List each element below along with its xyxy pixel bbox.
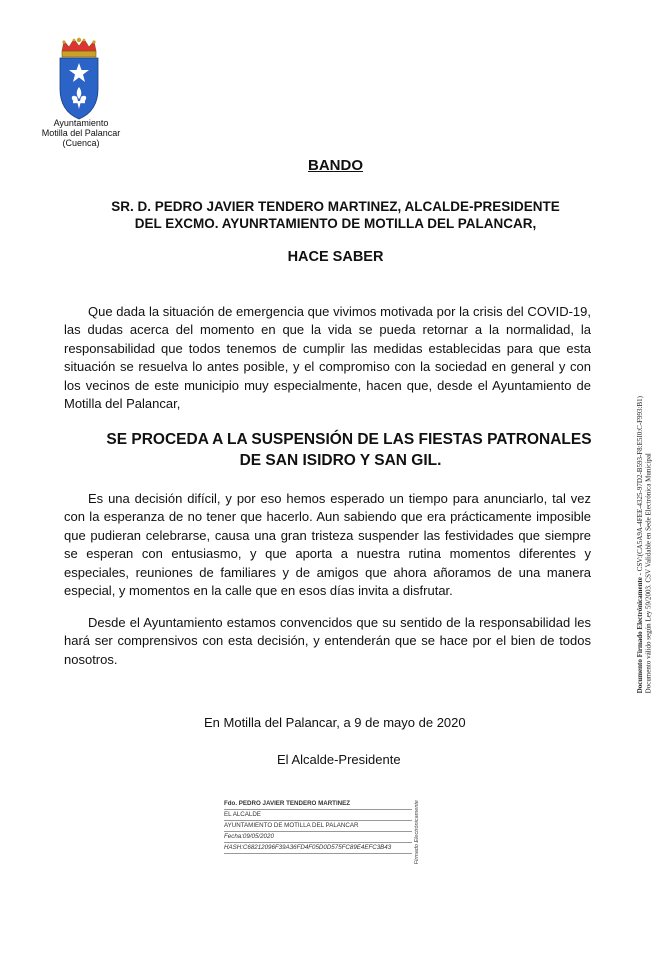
signature-signed-by: Fdo. PEDRO JAVIER TENDERO MARTINEZ xyxy=(224,799,412,810)
paragraph-text: Que dada la situación de emergencia que vivimos motivada por la crisis del COVID-19, las dudas acerca del momento en que la vida se pueda retornar a la normalidad, la responsabilidad que todos tenemos de cumplir las medidas establecidas para que esta situación se resuelva lo antes posible, y el compromiso con la sociedad en general y con los vecinos de este municipio muy especialmente, hacen que, desde el Ayuntamiento de Motilla del Palancar, xyxy=(64,304,591,412)
signature-role: EL ALCALDE xyxy=(224,810,412,821)
verification-code: - CSV:(CA5A9A-4FEE-4325-97D2-B593-F8:E5I0:C-F993:B1) xyxy=(636,396,644,578)
municipality-line: Ayuntamiento xyxy=(53,118,109,128)
hace-saber-heading: HACE SABER xyxy=(287,249,384,265)
municipality-line: (Cuenca) xyxy=(62,138,100,148)
paragraph-intro xyxy=(64,303,591,413)
paragraph-text: Desde el Ayuntamiento estamos convencidos que su sentido de la responsabilidad les hará ser comprensivos con esta decisión, y entenderán que se hace por el bien de todos nosotros. xyxy=(64,615,591,667)
mayor-heading-line: DEL EXCMO. AYUNRTAMIENTO DE MOTILLA DEL PALANCAR, xyxy=(134,216,537,231)
municipality-name xyxy=(22,118,140,148)
signer-title: El Alcalde-Presidente xyxy=(277,752,401,767)
municipality-line: Motilla del Palancar xyxy=(41,128,121,138)
signature-side-text: Firmado Electrónicamente xyxy=(414,800,420,865)
verification-label: Documento Firmado Electrónicamente xyxy=(636,577,644,694)
verification-line: Documento válido según Ley 59/2003. CSV Validable en Sede Electrónica Municipal xyxy=(644,453,653,694)
paragraph-closing xyxy=(64,614,591,669)
paragraph-explanation xyxy=(64,490,591,600)
signature-side-label xyxy=(414,800,424,868)
verification-text xyxy=(636,396,653,693)
coat-of-arms-icon xyxy=(56,37,102,121)
place-date: En Motilla del Palancar, a 9 de mayo de 2020 xyxy=(204,715,466,730)
paragraph-text: Es una decisión difícil, y por eso hemos esperado un tiempo para anunciarlo, tal vez con la esperanza de no tener que hacerlo. Aun sabiendo que era prácticamente imposible que pudieran celebrarse, causa una gran tristeza suspender las festividades que siempre se esperan con entusiasmo, y que aporta a nuestra rutina momentos diferentes y especiales, reuniones de familiares y de amigos que ahora añoramos de una manera especial, y momentos en la calle que en esos días invita a disfrutar. xyxy=(64,491,591,599)
signature-hash: HASH:C68212096F39A36FD4F05D0D575FC89E4EFC3B43 xyxy=(224,843,412,854)
resolution-line: DE SAN ISIDRO Y SAN GIL. xyxy=(239,452,442,469)
electronic-signature-block xyxy=(224,799,412,854)
mayor-heading xyxy=(0,198,671,232)
mayor-heading-line: SR. D. PEDRO JAVIER TENDERO MARTINEZ, ALCALDE-PRESIDENTE xyxy=(111,199,560,214)
resolution-line: SE PROCEDA A LA SUSPENSIÓN DE LAS FIESTAS PATRONALES xyxy=(106,431,592,448)
signature-institution: AYUNTAMIENTO DE MOTILLA DEL PALANCAR xyxy=(224,821,412,832)
signature-date: Fecha:09/05/2020 xyxy=(224,832,412,843)
verification-margin xyxy=(636,396,666,776)
resolution-heading xyxy=(0,429,671,471)
document-title: BANDO xyxy=(308,157,363,174)
verification-line xyxy=(636,396,645,693)
